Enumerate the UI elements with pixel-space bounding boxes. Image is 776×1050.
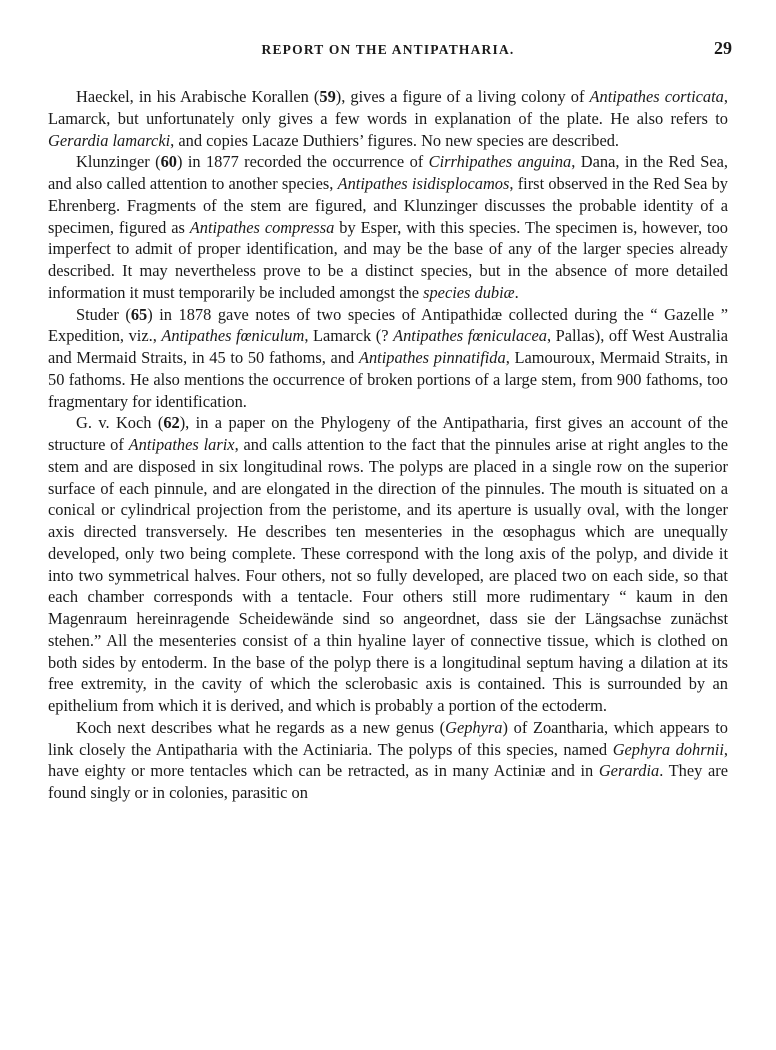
italic-term: Gephyra dohrnii: [612, 739, 724, 759]
reference-number: 65: [130, 304, 148, 324]
italic-term: Antipathes fœniculacea: [393, 326, 547, 346]
italic-term: Antipathes pinnatifida: [358, 348, 506, 367]
text-run: . They are found singly or in colonies, parasitic on: [48, 761, 728, 802]
italic-term: Antipathes isidisplocamos: [337, 174, 510, 193]
text-run: , and calls attention to the fact that the pinnules arise at right angles to the stem and are disposed in six longitudinal rows. The polyps are placed in a single row on the superior surface of each pinnule, and are elongated in the direction of the pinnules. The mouth is situated on a conical or cylindrical projection from the peristome, and its aperture is usually oval, with the longer axis directed transversely. He describes ten mesenteries in the œsophagus which are unequally developed, only two being complete. These correspond with the long axis of the polyp, and divide it into two symmetrical halves. Four others, not so fully developed, are placed two on each side, so that each chamber corresponds with a tentacle. Four others still more rudimentary “ kaum in den Magenraum hereinragende Scheidewände sind so angeordnet, dass sie der Längsachse zunächst stehen.” All the mesenteries consist of a thin hyaline layer of connective tissue, which is clothed on both sides by entoderm. In the base of the polyp there is a longitudinal septum having a dilation at its free extremity, in the cavity of which the sclerobasic axis is contained. This is surrounded by an epithelium from which it is derived, and which is probably a portion of the ectoderm.: [48, 435, 728, 715]
running-title: REPORT ON THE ANTIPATHARIA.: [261, 42, 515, 57]
text-run: Koch next describes what he regards as a new genus (: [76, 717, 446, 737]
paragraph-4: [48, 412, 728, 717]
text-run: ) in 1877 recorded the occurrence of: [176, 152, 429, 172]
text-run: by Esper, with this species. The specimen is, however, too imperfect to admit of proper identification, and may be the base of any of the larger species already described. It may nevertheless prove to be a distinct species, but in the absence of more detailed information it must temporarily be included amongst the: [48, 217, 728, 302]
page-number: 29: [714, 38, 732, 58]
paragraph-3: [48, 304, 728, 413]
paragraph-1: [48, 86, 728, 151]
italic-term: Antipathes fœniculum: [161, 326, 305, 346]
text-run: , Dana, in the Red Sea, and also called attention to another species,: [48, 152, 728, 193]
text-run: Studer (: [76, 304, 131, 324]
page-header: [48, 38, 732, 68]
text-run: , Pallas), off West Australia and Mermaid Straits, in 45 to 50 fathoms, and: [48, 326, 729, 367]
italic-term: Antipathes larix: [128, 435, 235, 454]
text-run: , Lamarck (?: [304, 326, 394, 346]
paragraph-5: [48, 717, 728, 804]
italic-term: Gerardia: [598, 761, 660, 781]
text-run: , and copies Lacaze Duthiers’ figures. No new species are described.: [170, 130, 620, 150]
text-run: , Lamouroux, Mermaid Straits, in 50 fathoms. He also mentions the occurrence of broken portions of a large stem, from 900 fathoms, too fragmentary for identification.: [48, 348, 729, 411]
document-page: [48, 38, 732, 804]
italic-term: Gerardia lamarcki: [48, 130, 171, 150]
text-run: ) in 1878 gave notes of two species of Antipathidæ collected during the “ Gazelle ” Expedition, viz.,: [48, 304, 728, 346]
text-run: Haeckel, in his Arabische Korallen (: [76, 87, 320, 106]
text-run: ), in a paper on the Phylogeny of the Antipatharia, first gives an account of the structure of: [48, 413, 728, 454]
italic-term: Antipathes corticata: [589, 87, 724, 106]
text-run: , Lamarck, but unfortunately only gives a few words in explanation of the plate. He also refers to: [48, 87, 728, 128]
text-run: ) of Zoantharia, which appears to link closely the Antipatharia with the Actiniaria. The polyps of this species, named: [48, 717, 728, 759]
text-run: , have eighty or more tentacles which can be retracted, as in many Actiniæ and in: [48, 739, 728, 781]
reference-number: 60: [160, 152, 177, 172]
text-run: .: [514, 282, 519, 302]
italic-term: Antipathes compressa: [189, 217, 335, 237]
reference-number: 62: [163, 413, 180, 433]
text-run: G. v. Koch (: [76, 413, 164, 433]
body-text: [48, 86, 728, 804]
reference-number: 59: [319, 87, 336, 106]
paragraph-2: [48, 151, 728, 303]
text-run: Klunzinger (: [76, 152, 161, 172]
italic-term: species dubiæ: [423, 282, 515, 302]
italic-term: Cirrhipathes anguina: [428, 152, 572, 172]
text-run: ), gives a figure of a living colony of: [335, 87, 590, 106]
italic-term: Gephyra: [445, 717, 503, 737]
text-run: , first observed in the Red Sea by Ehrenberg. Fragments of the stem are figured, and Klunzinger discusses the probable identity of a specimen, figured as: [48, 174, 728, 237]
